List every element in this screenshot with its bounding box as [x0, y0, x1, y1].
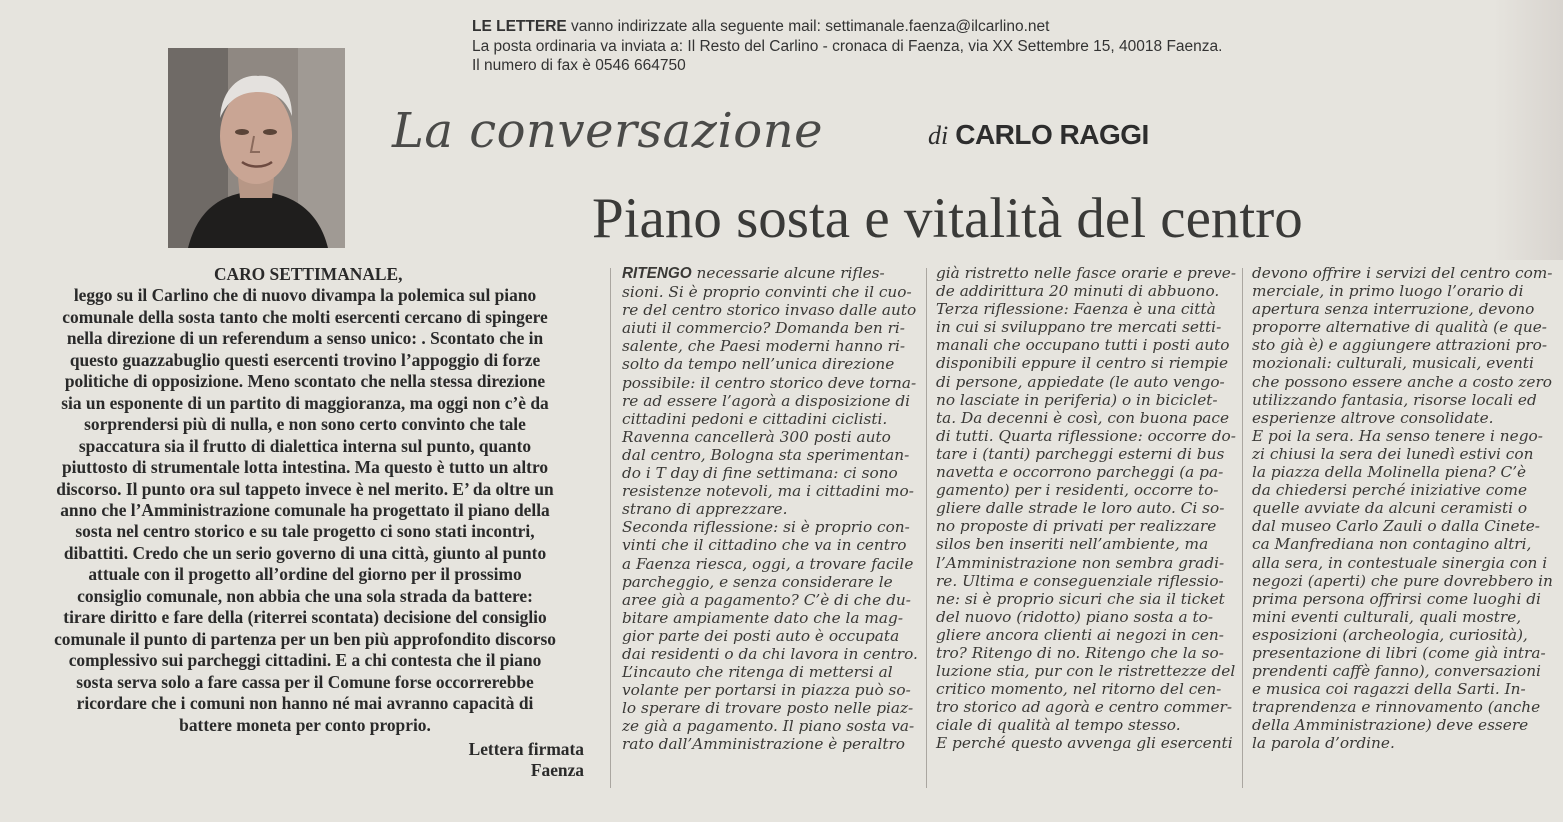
- letter-line: comunale il punto di partenza per un ben più approfondito discorso: [54, 628, 556, 649]
- letter-line: sosta serva solo a fare cassa per il Comune forse occorrerebbe: [76, 671, 534, 692]
- reply-line: salente, che Paesi moderni hanno ri-: [622, 337, 906, 356]
- column-divider: [610, 268, 611, 788]
- reply-line-text: necessarie alcune rifles-: [691, 264, 885, 282]
- reply-line: L’incauto che ritenga di mettersi al: [622, 663, 893, 682]
- reply-line: devono offrire i servizi del centro com-: [1252, 264, 1553, 282]
- letters-info-line2: La posta ordinaria va inviata a: Il Resto del Carlino - cronaca di Faenza, via XX Settembre 15, 40018 Faenza.: [472, 37, 1223, 55]
- reply-line: utilizzando fantasia, risorse locali ed: [1252, 390, 1537, 409]
- byline-prefix: di: [928, 121, 949, 150]
- letter-line: consiglio comunale, non abbia che una sola strada da battere:: [77, 585, 533, 606]
- reply-line: parcheggio, e senza considerare le: [622, 572, 893, 591]
- reply-line: in cui si sviluppano tre mercati setti-: [936, 318, 1222, 337]
- reply-line: gamento) per i residenti, occorre to-: [936, 481, 1219, 500]
- reply-line: resistenze notevoli, ma i cittadini mo-: [622, 482, 914, 501]
- letter-line: politiche di opposizione. Meno scontato che nella stessa direzione: [64, 371, 546, 392]
- reply-line: la parola d’ordine.: [1252, 734, 1395, 753]
- reply-line: tro? Ritengo di no. Ritengo che la so-: [936, 643, 1224, 662]
- reply-line: già ristretto nelle fasce orarie e preve-: [936, 264, 1237, 282]
- reply-line: volante per portarsi in piazza può so-: [622, 681, 911, 700]
- reply-line: ne: si è proprio sicuri che sia il ticket: [936, 589, 1225, 608]
- author-photo: [168, 48, 345, 248]
- reply-line: cittadini pedoni e cittadini ciclisti.: [622, 409, 888, 428]
- letter-line: tirare diritto e fare della (riterrei scontata) decisione del consiglio: [63, 607, 547, 628]
- reply-line: sioni. Si è proprio convinti che il cuo-: [622, 283, 912, 302]
- reply-line: [622, 264, 918, 283]
- column-divider: [1242, 268, 1243, 788]
- reply-line: critico momento, nel ritorno del cen-: [936, 680, 1222, 699]
- letter-city: Faenza: [530, 760, 584, 781]
- reply-line: E poi la sera. Ha senso tenere i nego-: [1252, 426, 1543, 445]
- letter-body: [18, 285, 592, 736]
- reply-line: la piazza della Molinella piena? C’è: [1252, 463, 1527, 482]
- reply-line: no lasciate in periferia) o in biciclet-: [936, 390, 1218, 409]
- reply-line: dal museo Carlo Zauli o dalla Cinete-: [1252, 517, 1540, 536]
- letter-line: anno che l’Amministrazione comunale ha progettato il piano della: [60, 499, 550, 520]
- letter-line: ricordare che i comuni non hanno né mai avranno capacità di: [76, 693, 534, 714]
- reply-column-3: [1252, 264, 1553, 753]
- letter-line: discorso. Il punto ora sul tappeto invece è nel merito. E’ da oltre un: [56, 478, 554, 499]
- reply-line: l’Amministrazione non sembra gradi-: [936, 553, 1225, 572]
- reply-column-2: [936, 264, 1237, 753]
- letter-line: sia un esponente di un partito di maggioranza, ma oggi non c’è da: [61, 392, 549, 413]
- reply-line: disponibili eppure il centro si riempie: [936, 354, 1229, 373]
- reply-line: dai residenti o da chi lavora in centro.: [622, 644, 918, 663]
- letter-signature: Lettera firmata: [468, 738, 584, 759]
- reply-line: della Amministrazione) deve essere: [1252, 716, 1529, 735]
- reply-line: proporre alternative di qualità (e que-: [1252, 318, 1547, 337]
- letters-label: LE LETTERE: [472, 18, 567, 35]
- letter-line: dibattiti. Credo che un serio governo di una città, giunto al punto: [63, 542, 547, 563]
- reply-line: re ad essere l’agorà a disposizione di: [622, 391, 911, 410]
- byline-author: CARLO RAGGI: [955, 119, 1149, 150]
- letter-line: questo guazzabuglio questi esercenti trovino l’appoggio di forze: [69, 349, 541, 370]
- letter-line: attuale con il progetto all’ordine del giorno per il prossimo: [88, 564, 522, 585]
- reply-line: traprendenza e rinnovamento (anche: [1252, 698, 1541, 717]
- reply-line: re del centro storico invaso dalle auto: [622, 301, 917, 320]
- reply-line: quelle avviate da alcuni ceramisti o: [1252, 499, 1528, 518]
- letter-line: sosta nel centro storico e su tale progetto ci sono stati incontri,: [75, 521, 535, 542]
- reply-line: solto da tempo nell’unica direzione: [622, 355, 895, 374]
- reply-line: gior parte dei posti auto è occupata: [622, 626, 900, 645]
- reply-line: esposizioni (archeologia, curiosità),: [1252, 625, 1528, 644]
- author-portrait-image: [168, 48, 345, 248]
- reply-line: e musica coi ragazzi della Sarti. In-: [1252, 680, 1526, 699]
- reply-line: dal centro, Bologna sta sperimentan-: [622, 445, 910, 464]
- letter-line: leggo su il Carlino che di nuovo divampa la polemica sul piano: [73, 285, 537, 306]
- reply-line: luzione stia, pur con le ristrettezze del: [936, 662, 1236, 681]
- reply-line: navetta e occorrono parcheggi (a pa-: [936, 463, 1224, 482]
- letter-line: complessivo sui parcheggi cittadini. E a chi contesta che il piano: [68, 650, 542, 671]
- reader-letter: [18, 264, 592, 782]
- reply-column-1: [622, 264, 918, 754]
- reply-line: aiuti il commercio? Domanda ben ri-: [622, 319, 905, 338]
- reply-line: esperienze altrove consolidate.: [1252, 408, 1494, 427]
- reply-line: tro storico ad agorà e centro commer-: [936, 698, 1233, 717]
- letters-info: [472, 17, 1372, 76]
- reply-line: ta. Da decenni è così, con buona pace: [936, 408, 1230, 427]
- reply-line: de addirittura 20 minuti di abbuono.: [936, 282, 1220, 301]
- byline: [928, 118, 1149, 153]
- reply-line: apertura senza interruzione, devono: [1252, 300, 1535, 319]
- reply-line: ca Manfrediana non contagino altri,: [1252, 535, 1532, 554]
- reply-line: da chiedersi perché iniziative come: [1252, 481, 1528, 500]
- reply-line: aree già a pagamento? C’è di che du-: [622, 590, 911, 609]
- page-edge-bleed: [1493, 0, 1563, 260]
- reply-line: strano di apprezzare.: [622, 500, 788, 519]
- reply-line: prima persona offrirsi come luoghi di: [1252, 589, 1541, 608]
- letter-line: nella direzione di un referendum a senso unico: . Scontato che in: [66, 328, 544, 349]
- reply-line: sto già è) e aggiungere attrazioni pro-: [1252, 336, 1548, 355]
- letter-line: sorprendersi più di nulla, e non sono certo convinto che tale: [84, 414, 526, 435]
- reply-lead-word: RITENGO: [622, 265, 692, 282]
- reply-line: che possono essere anche a costo zero: [1252, 372, 1552, 391]
- reply-line: merciale, in primo luogo l’orario di: [1252, 282, 1524, 301]
- reply-line: mini eventi culturali, quali mostre,: [1252, 607, 1522, 626]
- reply-line: gliere dalle strade le loro auto. Ci so-: [936, 499, 1225, 518]
- letters-info-line3: Il numero di fax è 0546 664750: [472, 57, 686, 74]
- reply-line: negozi (aperti) che pure dovrebbero in: [1252, 571, 1553, 590]
- reply-line: a Faenza riesca, oggi, a trovare facile: [622, 554, 914, 573]
- letter-salutation: CARO SETTIMANALE,: [214, 264, 403, 284]
- reply-line: di tutti. Quarta riflessione: occorre do-: [936, 426, 1236, 445]
- reply-line: tare i (tanti) parcheggi esterni di bus: [936, 444, 1225, 463]
- reply-line: Terza riflessione: Faenza è una città: [936, 300, 1216, 319]
- reply-line: ciale di qualità al tempo stesso.: [936, 716, 1181, 735]
- reply-line: no proposte di privati per realizzare: [936, 517, 1217, 536]
- reply-line: del nuovo (ridotto) piano sosta a to-: [936, 607, 1214, 626]
- reply-line: rato dall’Amministrazione è peraltro: [622, 735, 906, 754]
- reply-line: ze già a pagamento. Il piano sosta va-: [622, 717, 915, 736]
- reply-line: manali che occupano tutti i posti auto: [936, 336, 1230, 355]
- reply-line: Ravenna cancellerà 300 posti auto: [622, 427, 891, 446]
- column-rubric: La conversazione: [392, 103, 824, 159]
- reply-line: do i T day di fine settimana: ci sono: [622, 464, 898, 483]
- reply-line: silos ben inseriti nell’ambiente, ma: [936, 535, 1209, 554]
- reply-line: E perché questo avvenga gli esercenti: [936, 734, 1233, 753]
- letter-line: piuttosto di strumentale lotta intestina. Ma questo è tutto un altro: [61, 457, 549, 478]
- column-divider: [926, 268, 927, 788]
- reply-line: lo sperare di trovare posto nelle piaz-: [622, 699, 914, 718]
- reply-line: di persone, appiedate (le auto vengo-: [936, 372, 1225, 391]
- letter-line: spaccatura sia il frutto di dialettica interna sul punto, quanto: [78, 435, 532, 456]
- reply-line: zi chiusi la sera dei lunedì estivi con: [1252, 444, 1534, 463]
- reply-line: Seconda riflessione: si è proprio con-: [622, 518, 910, 537]
- letter-line: battere moneta per conto proprio.: [179, 714, 431, 735]
- reply-line: vinti che il cittadino che va in centro: [622, 536, 907, 555]
- reply-line: bitare ampiamente dato che la mag-: [622, 608, 904, 627]
- reply-line: presentazione di libri (come già intra-: [1252, 643, 1546, 662]
- reply-line: alla sera, in contestuale sinergia con i: [1252, 553, 1548, 572]
- reply-line: possibile: il centro storico deve torna-: [622, 373, 917, 392]
- letters-info-line1: LE LETTERE vanno indirizzate alla seguente mail: settimanale.faenza@ilcarlino.net: [472, 18, 1050, 35]
- reply-line: gliere ancora clienti ai negozi in cen-: [936, 625, 1224, 644]
- reply-line: mozionali: culturali, musicali, eventi: [1252, 354, 1534, 373]
- reply-line: re. Ultima e conseguenziale riflessio-: [936, 571, 1224, 590]
- letter-line: comunale della sosta tanto che molti esercenti cercano di spingere: [62, 306, 548, 327]
- reply-line: prendenti caffè fanno), conversazioni: [1252, 662, 1541, 681]
- headline: Piano sosta e vitalità del centro: [592, 187, 1303, 250]
